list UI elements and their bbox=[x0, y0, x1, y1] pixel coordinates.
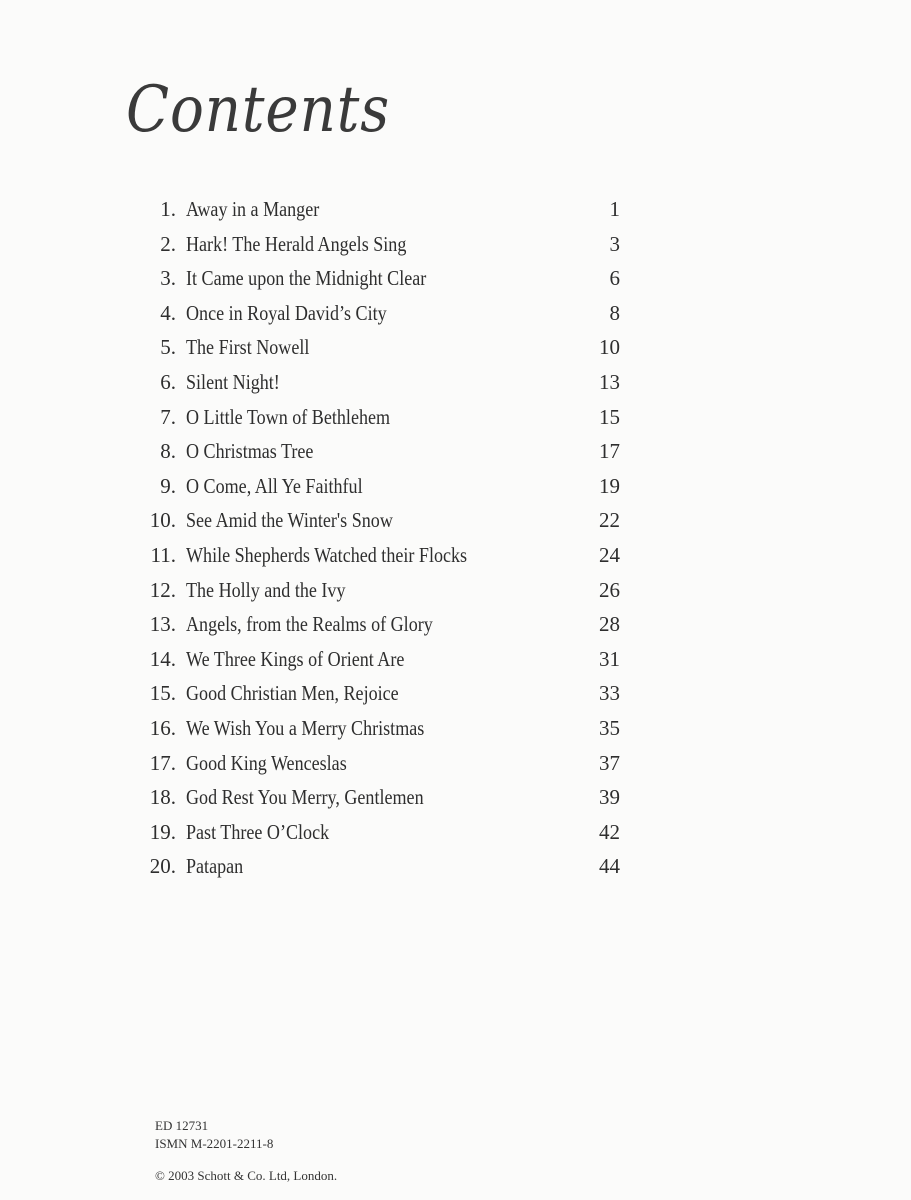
toc-entry-number: 16. bbox=[149, 715, 176, 740]
table-of-contents bbox=[140, 193, 620, 885]
toc-entry[interactable] bbox=[140, 228, 620, 263]
toc-entry[interactable] bbox=[140, 193, 620, 228]
toc-entry-title: While Shepherds Watched their Flocks bbox=[186, 542, 468, 567]
toc-entry-number: 2. bbox=[160, 231, 176, 256]
toc-entry-page: 17 bbox=[599, 439, 620, 464]
toc-entry[interactable] bbox=[140, 262, 620, 297]
toc-entry-title: Past Three O’Clock bbox=[186, 819, 330, 844]
toc-entry-title: Angels, from the Realms of Glory bbox=[186, 612, 433, 637]
toc-entry-number: 15. bbox=[149, 681, 176, 706]
toc-entry-page: 42 bbox=[599, 819, 620, 844]
toc-entry-page: 19 bbox=[599, 473, 620, 498]
toc-entry-page: 8 bbox=[609, 300, 620, 325]
toc-entry[interactable] bbox=[140, 574, 620, 609]
toc-entry[interactable] bbox=[140, 297, 620, 332]
toc-entry-title: O Christmas Tree bbox=[186, 439, 314, 464]
toc-entry-number: 13. bbox=[149, 612, 176, 637]
toc-entry-title: We Wish You a Merry Christmas bbox=[186, 715, 425, 740]
toc-entry-page: 24 bbox=[599, 542, 620, 567]
toc-entry-title: Good King Wenceslas bbox=[186, 750, 347, 775]
toc-entry[interactable] bbox=[140, 401, 620, 436]
toc-entry-page: 13 bbox=[599, 369, 620, 394]
toc-entry[interactable] bbox=[140, 747, 620, 782]
toc-entry-title: Silent Night! bbox=[186, 369, 280, 394]
toc-entry[interactable] bbox=[140, 470, 620, 505]
toc-entry-title: O Come, All Ye Faithful bbox=[186, 473, 363, 498]
toc-entry-number: 5. bbox=[160, 335, 176, 360]
toc-entry-number: 17. bbox=[149, 750, 176, 775]
toc-entry-number: 1. bbox=[160, 197, 176, 221]
toc-entry-title: The First Nowell bbox=[186, 335, 310, 360]
toc-entry-number: 8. bbox=[160, 439, 176, 464]
toc-entry-title: Hark! The Herald Angels Sing bbox=[186, 231, 407, 256]
toc-entry-number: 10. bbox=[149, 508, 176, 533]
toc-entry-number: 9. bbox=[160, 473, 176, 498]
page-title: Contents bbox=[126, 73, 391, 147]
toc-entry[interactable] bbox=[140, 539, 620, 574]
toc-entry-number: 14. bbox=[149, 646, 176, 671]
toc-entry[interactable] bbox=[140, 850, 620, 885]
toc-entry-page: 10 bbox=[599, 335, 620, 360]
toc-entry[interactable] bbox=[140, 608, 620, 643]
toc-entry-page: 31 bbox=[599, 646, 620, 671]
toc-entry-number: 12. bbox=[149, 577, 176, 602]
toc-entry-number: 7. bbox=[160, 404, 176, 429]
toc-entry-title: O Little Town of Bethlehem bbox=[186, 404, 391, 429]
toc-entry-page: 39 bbox=[599, 785, 620, 810]
toc-entry-number: 4. bbox=[160, 300, 176, 325]
toc-entry[interactable] bbox=[140, 712, 620, 747]
toc-entry-page: 1 bbox=[609, 197, 620, 221]
toc-entry-page: 26 bbox=[599, 577, 620, 602]
toc-entry-title: See Amid the Winter's Snow bbox=[186, 508, 393, 533]
toc-entry-page: 22 bbox=[599, 508, 620, 533]
toc-entry-page: 33 bbox=[599, 681, 620, 706]
toc-entry-number: 3. bbox=[160, 266, 176, 291]
toc-entry-title: The Holly and the Ivy bbox=[186, 577, 346, 602]
toc-entry[interactable] bbox=[140, 816, 620, 851]
footer bbox=[155, 1117, 337, 1185]
toc-entry-number: 11. bbox=[150, 542, 176, 567]
toc-entry[interactable] bbox=[140, 366, 620, 401]
ismn-number: ISMN M-2201-2211-8 bbox=[155, 1136, 274, 1151]
toc-entry-title: Patapan bbox=[186, 854, 244, 879]
toc-entry-title: Good Christian Men, Rejoice bbox=[186, 681, 399, 706]
toc-entry[interactable] bbox=[140, 331, 620, 366]
toc-entry-title: We Three Kings of Orient Are bbox=[186, 646, 405, 671]
toc-entry[interactable] bbox=[140, 781, 620, 816]
toc-entry-title: Away in a Manger bbox=[186, 197, 320, 221]
toc-entry-title: Once in Royal David’s City bbox=[186, 300, 387, 325]
toc-entry-number: 6. bbox=[160, 369, 176, 394]
toc-entry-page: 37 bbox=[599, 750, 620, 775]
toc-entry-page: 28 bbox=[599, 612, 620, 637]
toc-entry-page: 44 bbox=[599, 854, 620, 879]
toc-entry[interactable] bbox=[140, 504, 620, 539]
toc-entry-number: 20. bbox=[149, 854, 176, 879]
toc-entry-page: 6 bbox=[609, 266, 620, 291]
toc-entry-number: 19. bbox=[149, 819, 176, 844]
toc-entry-title: It Came upon the Midnight Clear bbox=[186, 266, 427, 291]
copyright-notice: © 2003 Schott & Co. Ltd, London. bbox=[155, 1168, 338, 1183]
toc-entry-page: 3 bbox=[609, 231, 620, 256]
toc-entry-number: 18. bbox=[149, 785, 176, 810]
toc-entry[interactable] bbox=[140, 643, 620, 678]
toc-entry-page: 35 bbox=[599, 715, 620, 740]
toc-entry-page: 15 bbox=[599, 404, 620, 429]
toc-entry[interactable] bbox=[140, 677, 620, 712]
toc-entry-title: God Rest You Merry, Gentlemen bbox=[186, 785, 424, 810]
toc-entry[interactable] bbox=[140, 435, 620, 470]
edition-number: ED 12731 bbox=[155, 1118, 209, 1133]
